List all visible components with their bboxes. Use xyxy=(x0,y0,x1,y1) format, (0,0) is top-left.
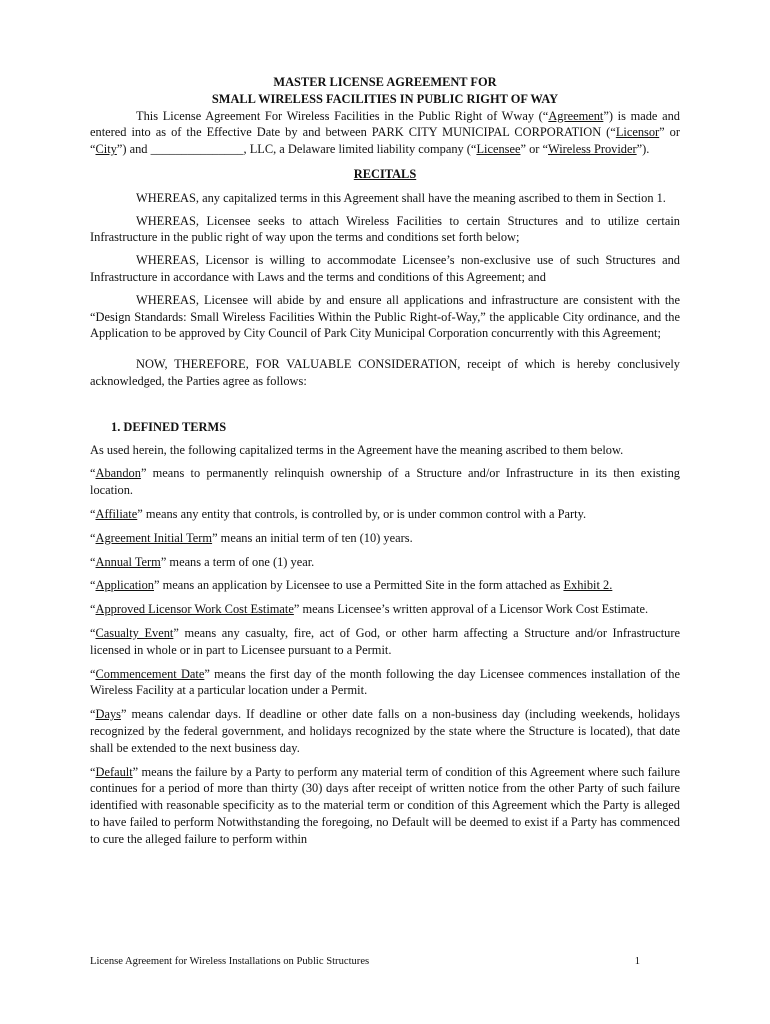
term-wireless-provider: Wireless Provider xyxy=(548,142,637,157)
now-therefore-paragraph: NOW, THEREFORE, FOR VALUABLE CONSIDERATION, receipt of which is hereby conclusively acknowledged, the Parties agree as follows: xyxy=(90,357,680,388)
recital-paragraph: WHEREAS, Licensee seeks to attach Wireless Facilities to certain Structures and to utilize certain Infrastructure in the public right of way upon the terms and conditions set forth below; xyxy=(90,213,680,245)
definition-term: Abandon xyxy=(95,466,141,481)
page-footer xyxy=(90,956,640,967)
definition-term: Annual Term xyxy=(95,554,161,569)
definition-term: Agreement Initial Term xyxy=(95,530,213,545)
definition-item: “Abandon” means to permanently relinquish ownership of a Structure and/or Infrastructure in its then existing location. xyxy=(90,466,680,498)
definition-text: ” means an application by Licensee to use a Permitted Site in the form attached as xyxy=(154,578,564,593)
definition-item: “Casualty Event” means any casualty, fire, act of God, or other harm affecting a Structure and/or Infrastructure licensed in whole or in part to Licensee pursuant to a Permit. xyxy=(90,625,680,657)
section-intro: As used herein, the following capitalized terms in the Agreement have the meaning ascribed to them below. xyxy=(90,442,624,457)
definition-text: ” means to permanently relinquish ownership of a Structure and/or Infrastructure in its then existing location. xyxy=(90,466,680,498)
exhibit-link: Exhibit 2. xyxy=(563,578,613,593)
definition-text: ” means a term of one (1) year. xyxy=(160,554,315,569)
title-line-2: SMALL WIRELESS FACILITIES IN PUBLIC RIGHT OF WAY xyxy=(211,91,559,106)
definition-term: Casualty Event xyxy=(95,625,174,640)
definition-item: “Application” means an application by Licensee to use a Permitted Site in the form attached as Exhibit 2. xyxy=(90,578,613,593)
definition-text: ” means calendar days. If deadline or other date falls on a non-business day (including weekends, holidays recognized by the federal government, and holidays recognized by the state where the Structure is located), that date shall be extended to the next business day. xyxy=(90,707,680,755)
definition-term: Default xyxy=(95,764,133,779)
intro-text: This License Agreement For Wireless Facilities in the Public Right of Wway (“ xyxy=(136,108,549,123)
recital-paragraph: WHEREAS, any capitalized terms in this Agreement shall have the meaning ascribed to them in Section 1. xyxy=(136,190,666,205)
recital-paragraph: WHEREAS, Licensor is willing to accommodate Licensee’s non-exclusive use of such Structures and Infrastructure in accordance with Laws and the terms and conditions of this Agreement; and xyxy=(90,253,680,284)
definition-item: “Commencement Date” means the first day of the month following the day Licensee commences installation of the Wireless Facility at a particular location under a Permit. xyxy=(90,666,680,698)
definition-text: ” means any entity that controls, is controlled by, or is under common control with a Party. xyxy=(137,506,587,521)
definition-item: “Approved Licensor Work Cost Estimate” means Licensee’s written approval of a Licensor Work Cost Estimate. xyxy=(90,602,649,617)
definition-text: ” means the failure by a Party to perform any material term of condition of this Agreement where such failure continues for a period of more than thirty (30) days after receipt of written notice from the other Party of such failure identified with reasonable specificity as to the material term or condition of this Agreement which the Party is alleged to have failed to perform Notwithstanding the foregoing, no Default will be deemed to exist if a Party has commenced to cure the alleged failure to perform within xyxy=(90,764,680,846)
term-city: City xyxy=(95,142,117,157)
intro-paragraph xyxy=(90,108,680,158)
document-page xyxy=(90,74,680,847)
footer-title: License Agreement for Wireless Installations on Public Structures xyxy=(90,956,370,967)
term-licensor: Licensor xyxy=(615,125,660,140)
definition-term: Application xyxy=(95,578,154,593)
intro-text: ” or “ xyxy=(90,125,681,157)
definition-item: “Annual Term” means a term of one (1) year. xyxy=(90,554,315,569)
intro-text: ”) and _______________, LLC, a Delaware limited liability company (“ xyxy=(116,142,477,157)
definition-text: ” means an initial term of ten (10) years. xyxy=(212,530,413,545)
definition-text: ” means the first day of the month following the day Licensee commences installation of the Wireless Facility at a particular location under a Permit. xyxy=(90,666,680,698)
term-licensee: Licensee xyxy=(476,142,521,157)
definition-term: Days xyxy=(95,707,121,722)
section-heading: 1. DEFINED TERMS xyxy=(111,419,227,434)
intro-text: ”) is made and entered into as of the Effective Date by and between PARK CITY MUNICIPAL CORPORATION (“ xyxy=(90,108,680,140)
definition-text: ” means any casualty, fire, act of God, or other harm affecting a Structure and/or Infrastructure licensed in whole or in part to Licensee pursuant to a Permit. xyxy=(90,625,680,657)
recital-paragraph: WHEREAS, Licensee will abide by and ensure all applications and infrastructure are consistent with the “Design Standards: Small Wireless Facilities Within the Public Right-of-Way,” the applicable City ordinance, and the Application to be approved by City Council of Park City Municipal Corporation concurrently with this Agreement; xyxy=(90,292,680,341)
page-number: 1 xyxy=(634,956,640,967)
definition-item: “Affiliate” means any entity that controls, is controlled by, or is under common control with a Party. xyxy=(90,506,587,521)
term-agreement: Agreement xyxy=(548,108,604,123)
definition-term: Approved Licensor Work Cost Estimate xyxy=(95,602,294,617)
recitals-heading: RECITALS xyxy=(353,166,417,181)
definition-item: “Days” means calendar days. If deadline or other date falls on a non-business day (including weekends, holidays recognized by the federal government, and holidays recognized by the state where the Structure is located), that date shall be extended to the next business day. xyxy=(90,707,680,755)
intro-text: ”). xyxy=(636,142,650,157)
definition-text: ” means Licensee’s written approval of a Licensor Work Cost Estimate. xyxy=(293,602,649,617)
definition-item: “Default” means the failure by a Party to perform any material term of condition of this Agreement where such failure continues for a period of more than thirty (30) days after receipt of written notice from the other Party of such failure identified with reasonable specificity as to the material term or condition of this Agreement which the Party is alleged to have failed to perform Notwithstanding the foregoing, no Default will be deemed to exist if a Party has commenced to cure the alleged failure to perform within xyxy=(90,764,680,846)
intro-text: ” or “ xyxy=(520,142,548,157)
definition-term: Commencement Date xyxy=(95,666,205,681)
definition-item: “Agreement Initial Term” means an initial term of ten (10) years. xyxy=(90,530,413,545)
definition-term: Affiliate xyxy=(95,506,138,521)
title-line-1: MASTER LICENSE AGREEMENT FOR xyxy=(273,75,497,89)
